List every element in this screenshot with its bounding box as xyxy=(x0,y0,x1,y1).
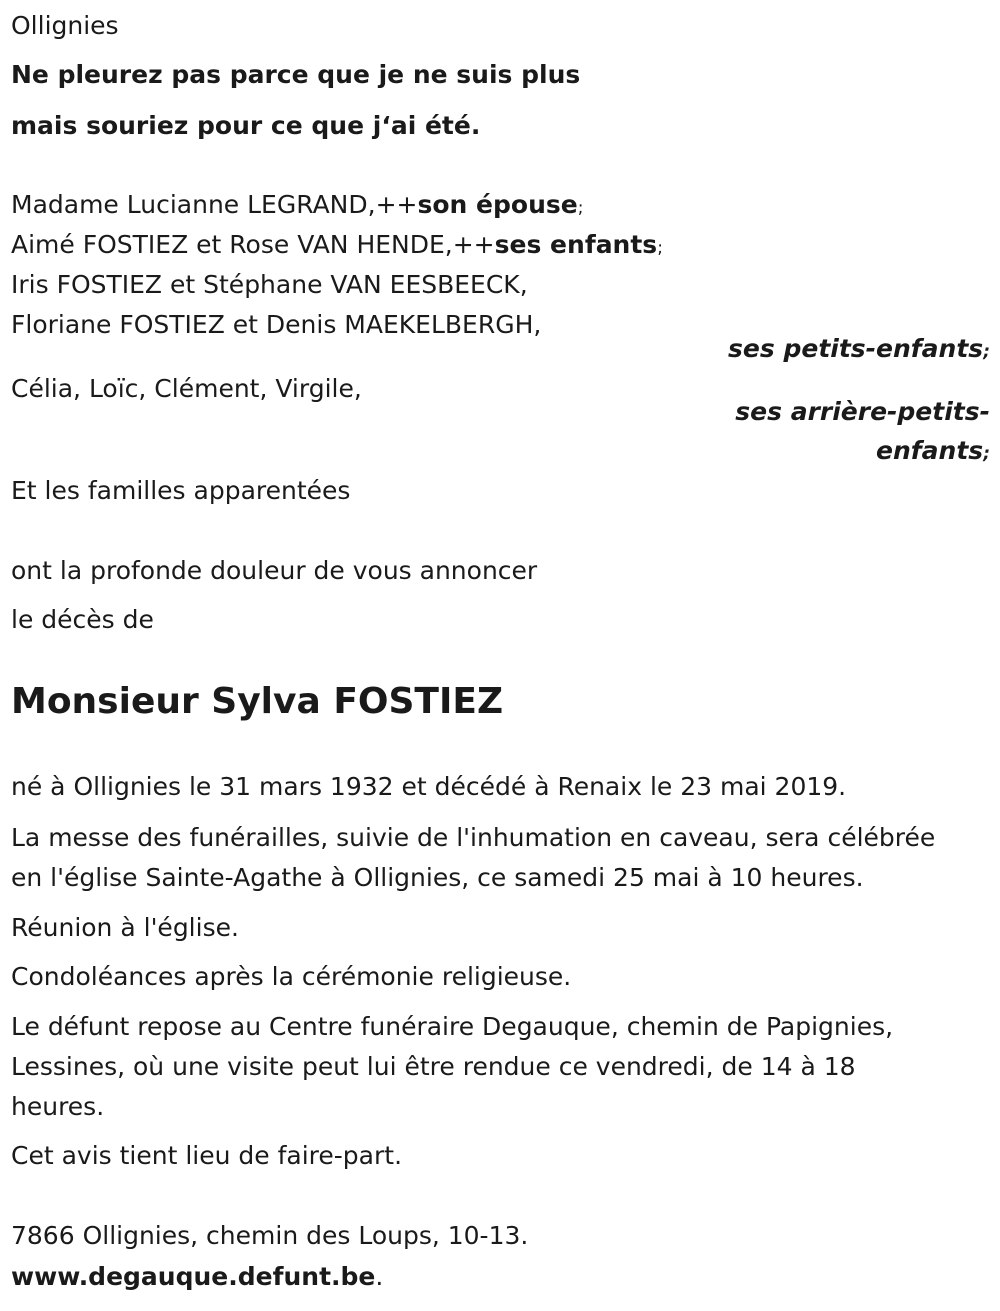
grandchildren-line-1: Iris FOSTIEZ et Stéphane VAN EESBEECK, xyxy=(11,270,528,299)
great-grandchildren-role-line-1: ses arrière-petits- xyxy=(735,397,990,426)
great-grandchildren-role-label: enfants xyxy=(876,436,984,465)
spouse-separator: ; xyxy=(577,198,584,218)
deceased-name: Monsieur Sylva FOSTIEZ xyxy=(11,681,504,722)
children-names: Aimé FOSTIEZ et Rose VAN HENDE,++ xyxy=(11,230,495,259)
rest-line-1: Le défunt repose au Centre funéraire Degauque, chemin de Papignies, xyxy=(11,1012,894,1041)
announcement-line-2: le décès de xyxy=(11,605,154,634)
grandchildren-separator: ; xyxy=(983,342,990,362)
spouse-role: son épouse xyxy=(417,190,578,219)
grandchildren-role xyxy=(728,334,990,367)
relatives: Et les familles apparentées xyxy=(11,476,351,505)
footer-website xyxy=(11,1262,383,1292)
grandchildren-line-2: Floriane FOSTIEZ et Denis MAEKELBERGH, xyxy=(11,310,542,339)
quote-line-1: Ne pleurez pas parce que je ne suis plus xyxy=(11,60,581,89)
children-role: ses enfants xyxy=(494,230,658,259)
notice: Cet avis tient lieu de faire-part. xyxy=(11,1141,403,1170)
great-grandchildren-names: Célia, Loïc, Clément, Virgile, xyxy=(11,374,362,403)
rest-line-2: Lessines, où une visite peut lui être rendue ce vendredi, de 14 à 18 xyxy=(11,1052,856,1081)
footer-address: 7866 Ollignies, chemin des Loups, 10-13. xyxy=(11,1221,529,1250)
family-spouse xyxy=(11,190,583,223)
birth-death: né à Ollignies le 31 mars 1932 et décédé à Renaix le 23 mai 2019. xyxy=(11,772,847,801)
spouse-names: Madame Lucianne LEGRAND,++ xyxy=(11,190,418,219)
mass-line-2: en l'église Sainte-Agathe à Ollignies, ce samedi 25 mai à 10 heures. xyxy=(11,863,864,892)
quote-line-2: mais souriez pour ce que j‘ai été. xyxy=(11,111,481,140)
reunion: Réunion à l'église. xyxy=(11,913,239,942)
children-separator: ; xyxy=(657,238,663,258)
locality: Ollignies xyxy=(11,11,119,40)
rest-line-3: heures. xyxy=(11,1092,105,1121)
mass-line-1: La messe des funérailles, suivie de l'inhumation en caveau, sera célébrée xyxy=(11,823,936,852)
website-link[interactable]: www.degauque.defunt.be xyxy=(11,1262,376,1291)
grandchildren-role-label: ses petits-enfants xyxy=(728,334,984,363)
announcement-line-1: ont la profonde douleur de vous annoncer xyxy=(11,556,538,585)
condolences: Condoléances après la cérémonie religieuse. xyxy=(11,962,572,991)
family-children xyxy=(11,230,663,263)
website-period: . xyxy=(375,1262,384,1291)
great-grandchildren-separator: ; xyxy=(983,444,990,464)
great-grandchildren-role-line-2 xyxy=(876,436,990,469)
